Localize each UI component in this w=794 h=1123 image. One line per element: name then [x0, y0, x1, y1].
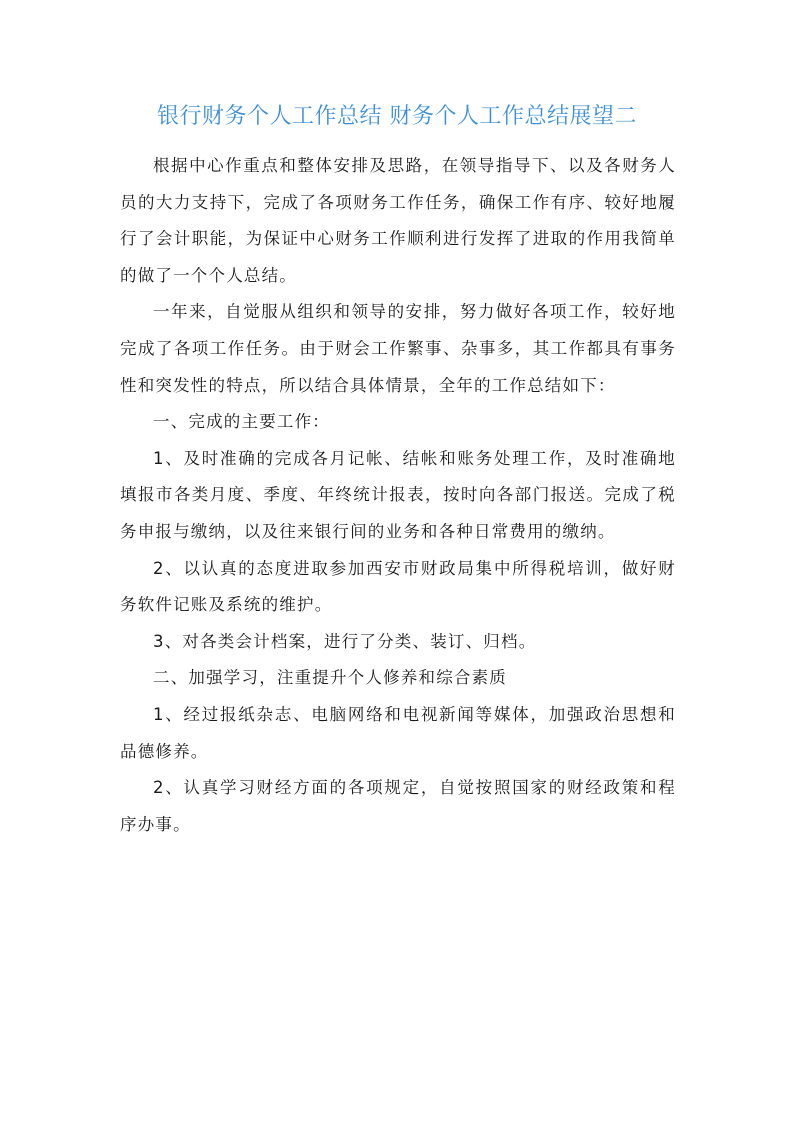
document-body	[120, 148, 676, 843]
section-heading-main-work: 一、完成的主要工作：	[153, 412, 330, 432]
list-item-study-2: 2、认真学习财经方面的各项规定，自觉按照国家的财经政策和程序办事。	[120, 778, 676, 834]
paragraph-intro: 根据中心作重点和整体安排及思路，在领导指导下、以及各财务人员的大力支持下，完成了各项财务工作任务，确保工作有序、较好地履行了会计职能，为保证中心财务工作顺利进行发挥了进取的作用我简单的做了一个个人总结。	[120, 156, 676, 285]
list-item-work-1: 1、及时准确的完成各月记帐、结帐和账务处理工作，及时准确地填报市各类月度、季度、年终统计报表，按时向各部门报送。完成了税务申报与缴纳，以及往来银行间的业务和各种日常费用的缴纳。	[120, 448, 676, 541]
list-item-study-1: 1、经过报纸杂志、电脑网络和电视新闻等媒体，加强政治思想和品德修养。	[120, 704, 676, 761]
document-title: 银行财务个人工作总结 财务个人工作总结展望二	[157, 104, 637, 129]
list-item-work-3: 3、对各类会计档案，进行了分类、装订、归档。	[153, 631, 537, 651]
list-item-work-2: 2、以认真的态度进取参加西安市财政局集中所得税培训，做好财务软件记账及系统的维护。	[120, 558, 676, 615]
paragraph-overview: 一年来，自觉服从组织和领导的安排，努力做好各项工作，较好地完成了各项工作任务。由于财会工作繁事、杂事多，其工作都具有事务性和突发性的特点，所以结合具体情景，全年的工作总结如下：	[120, 302, 676, 395]
section-heading-study: 二、加强学习，注重提升个人修养和综合素质	[153, 668, 507, 688]
